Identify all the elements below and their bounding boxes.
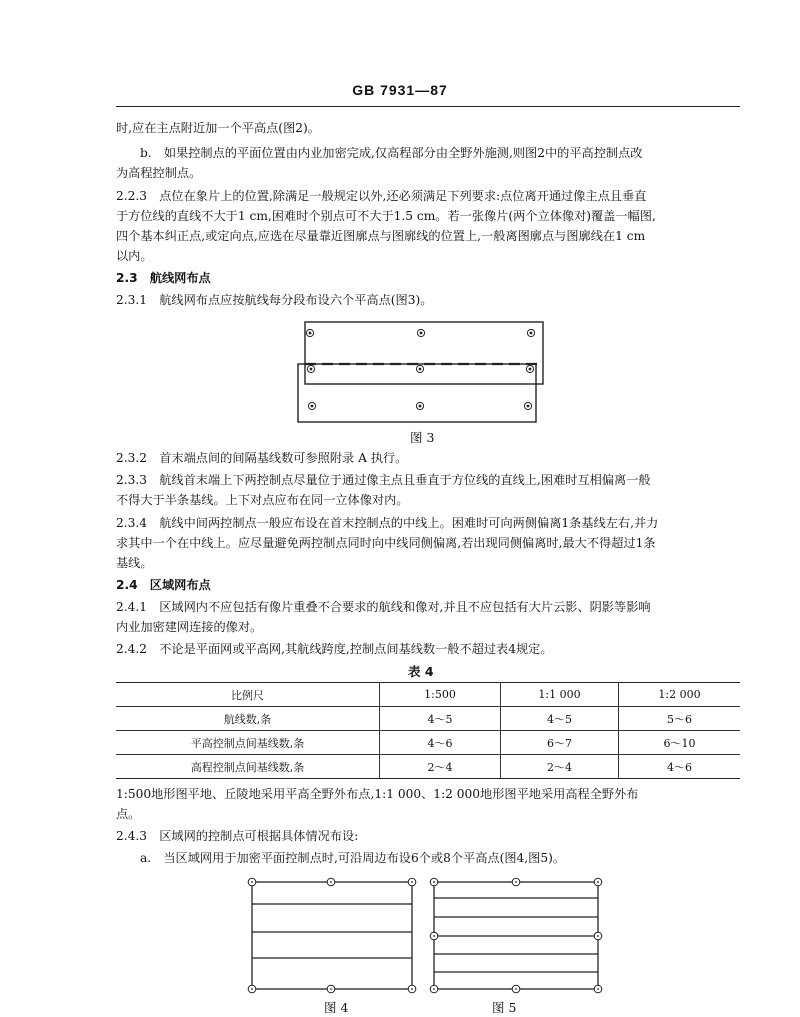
- control-point-marker: [416, 365, 423, 372]
- table-cell: 1:1 000: [501, 683, 619, 707]
- text-line: 2.4.3 区域网的控制点可根据具体情况布设:: [116, 829, 359, 843]
- figure-5-caption: 图 5: [492, 1000, 517, 1015]
- control-point-marker: [526, 365, 533, 372]
- control-point-center-dot: [330, 881, 332, 883]
- control-point-marker: [308, 402, 315, 409]
- block-frame-fig4: [252, 882, 412, 989]
- text-line: 2.3.4 航线中间两控制点一般应布设在首末控制点的中线上。困难时可向两侧偏离1条基线左右,并力: [116, 516, 659, 530]
- table-cell: 平高控制点间基线数,条: [116, 731, 380, 755]
- control-point-center-dot: [529, 368, 531, 370]
- text-line: 点。: [116, 807, 141, 821]
- control-point-center-dot: [597, 881, 599, 883]
- control-point-center-dot: [433, 935, 435, 937]
- control-point-center-dot: [433, 881, 435, 883]
- control-point-marker: [416, 402, 423, 409]
- text-line: 2.4.1 区域网内不应包括有像片重叠不合要求的航线和像对,并且不应包括有大片云影、阴影等影响: [116, 600, 651, 614]
- control-point-center-dot: [419, 405, 421, 407]
- text-line: 以内。: [116, 249, 153, 263]
- control-point-marker: [248, 878, 256, 886]
- control-point-marker: [512, 985, 520, 993]
- text-line: a. 当区域网用于加密平面控制点时,可沿周边布设6个或8个平高点(图4,图5)。: [140, 851, 566, 865]
- control-point-center-dot: [419, 368, 421, 370]
- table-cell: 4～5: [501, 707, 619, 731]
- text-line: 为高程控制点。: [116, 166, 202, 180]
- control-point-marker: [327, 878, 335, 886]
- control-point-marker: [248, 985, 256, 993]
- figure-3-caption: 图 3: [410, 430, 435, 445]
- text-line: 求其中一个在中线上。应尽量避免两控制点同时向中线同侧偏离,若出现同侧偏离时,最大不得超过1条: [116, 536, 656, 550]
- control-point-center-dot: [330, 988, 332, 990]
- control-point-marker: [408, 985, 416, 993]
- control-point-center-dot: [433, 988, 435, 990]
- table-cell: 1:2 000: [619, 683, 741, 707]
- table-cell: 5～6: [619, 707, 741, 731]
- text-line: 时,应在主点附近加一个平高点(图2)。: [116, 121, 320, 135]
- photo-frame-upper: [305, 322, 543, 384]
- table-cell: 2～4: [380, 755, 501, 779]
- table-cell: 2～4: [501, 755, 619, 779]
- table-4: [116, 682, 740, 779]
- control-point-marker: [430, 985, 438, 993]
- control-point-marker: [307, 365, 314, 372]
- text-line: 2.3.2 首末端点间的间隔基线数可参照附录 A 执行。: [116, 451, 408, 465]
- text-line: b. 如果控制点的平面位置由内业加密完成,仅高程部分由全野外施测,则图2中的平高控制点改: [140, 146, 643, 160]
- section-title: 2.4 区域网布点: [116, 578, 211, 592]
- control-point-center-dot: [515, 881, 517, 883]
- control-point-center-dot: [411, 988, 413, 990]
- photo-frame-lower: [298, 364, 536, 422]
- control-point-center-dot: [530, 332, 532, 334]
- control-point-center-dot: [251, 988, 253, 990]
- table-cell: 4～6: [380, 731, 501, 755]
- control-point-marker: [417, 329, 424, 336]
- table-cell: 比例尺: [116, 683, 380, 707]
- table-cell: 6～10: [619, 731, 741, 755]
- control-point-center-dot: [515, 988, 517, 990]
- text-line: 2.2.3 点位在象片上的位置,除满足一般规定以外,还必须满足下列要求:点位离开通过像主点且垂直: [116, 189, 647, 203]
- table-row: [116, 707, 740, 731]
- control-point-center-dot: [311, 405, 313, 407]
- table-cell: 6～7: [501, 731, 619, 755]
- table-header-row: [116, 683, 740, 707]
- control-point-marker: [408, 878, 416, 886]
- control-point-center-dot: [597, 988, 599, 990]
- table-cell: 高程控制点间基线数,条: [116, 755, 380, 779]
- text-line: 2.4.2 不论是平面网或平高网,其航线跨度,控制点间基线数一般不超过表4规定。: [116, 642, 553, 656]
- text-line: 2.3.1 航线网布点应按航线每分段布设六个平高点(图3)。: [116, 293, 433, 307]
- control-point-marker: [430, 878, 438, 886]
- text-line: 于方位线的直线不大于1 cm,困难时个别点可不大于1.5 cm。若一张像片(两个立体像对)覆盖一幅图,: [116, 209, 656, 223]
- table-4-title: 表 4: [408, 664, 434, 679]
- table-cell: 4～6: [619, 755, 741, 779]
- control-point-marker: [524, 402, 531, 409]
- text-line: 1:500地形图平地、丘陵地采用平高全野外布点,1:1 000、1:2 000地形图平地采用高程全野外布: [116, 787, 639, 801]
- control-point-center-dot: [309, 332, 311, 334]
- control-point-marker: [327, 985, 335, 993]
- standard-number-header: GB 7931—87: [352, 82, 448, 98]
- control-point-center-dot: [411, 881, 413, 883]
- control-point-marker: [594, 932, 602, 940]
- control-point-marker: [306, 329, 313, 336]
- text-line: 不得大于半条基线。上下对点应布在同一立体像对内。: [116, 493, 409, 507]
- header-rule: [116, 106, 740, 107]
- table-row: [116, 755, 740, 779]
- table-cell: 4～5: [380, 707, 501, 731]
- text-line: 2.3.3 航线首末端上下两控制点尽量位于通过像主点且垂直于方位线的直线上,困难时互相偏离一般: [116, 473, 651, 487]
- text-line: 四个基本纠正点,或定向点,应选在尽量靠近图廓点与图廓线的位置上,一般离图廓点与图廓线在1 cm: [116, 229, 646, 243]
- table-row: [116, 731, 740, 755]
- control-point-marker: [527, 329, 534, 336]
- control-point-center-dot: [597, 935, 599, 937]
- control-point-center-dot: [251, 881, 253, 883]
- control-point-marker: [430, 932, 438, 940]
- figure-4-caption: 图 4: [324, 1000, 349, 1015]
- control-point-marker: [512, 878, 520, 886]
- control-point-marker: [594, 878, 602, 886]
- control-point-center-dot: [420, 332, 422, 334]
- table-cell: 1:500: [380, 683, 501, 707]
- control-point-marker: [594, 985, 602, 993]
- table-cell: 航线数,条: [116, 707, 380, 731]
- control-point-center-dot: [310, 368, 312, 370]
- text-line: 基线。: [116, 556, 153, 570]
- control-point-center-dot: [527, 405, 529, 407]
- block-frame-fig5: [434, 882, 598, 989]
- section-title: 2.3 航线网布点: [116, 271, 211, 285]
- text-line: 内业加密建网连接的像对。: [116, 620, 263, 634]
